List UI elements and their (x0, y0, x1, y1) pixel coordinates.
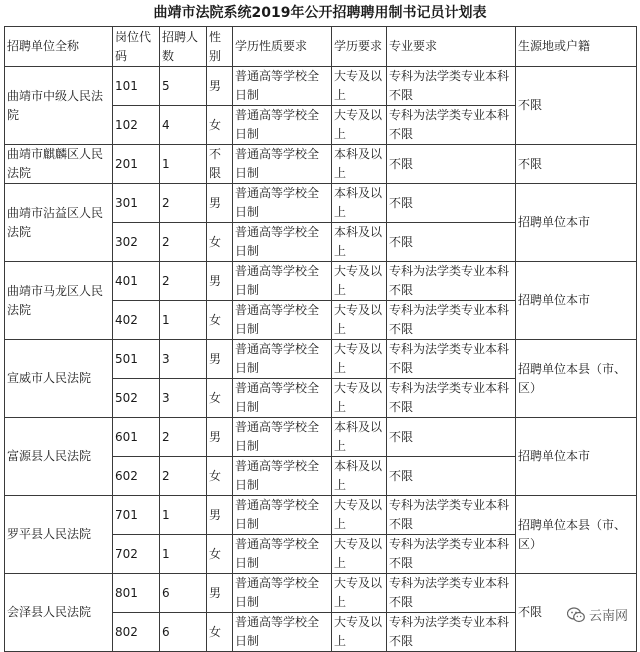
count-cell: 3 (160, 379, 207, 418)
count-cell: 1 (160, 535, 207, 574)
table-row (5, 67, 637, 106)
code-cell: 101 (113, 67, 160, 106)
edu-cell: 本科及以上 (332, 145, 387, 184)
origin-cell: 不限 (516, 574, 637, 652)
edu-cell: 大专及以上 (332, 496, 387, 535)
watermark-text: 云南网 (588, 609, 628, 624)
major-cell: 专科为法学类专业本科不限 (387, 262, 516, 301)
major-cell: 专科为法学类专业本科不限 (387, 496, 516, 535)
code-cell: 301 (113, 184, 160, 223)
edu-cell: 大专及以上 (332, 67, 387, 106)
header-unit: 招聘单位全称 (5, 27, 113, 67)
code-cell: 501 (113, 340, 160, 379)
code-cell: 401 (113, 262, 160, 301)
origin-cell: 招聘单位本市 (516, 184, 637, 262)
unit-cell: 曲靖市马龙区人民法院 (5, 262, 113, 340)
gender-cell: 男 (207, 574, 233, 613)
gender-cell: 女 (207, 301, 233, 340)
edu-cell: 大专及以上 (332, 106, 387, 145)
origin-cell: 招聘单位本县（市、区） (516, 496, 637, 574)
school-cell: 普通高等学校全日制 (233, 184, 332, 223)
header-row (5, 27, 637, 67)
origin-cell: 招聘单位本市 (516, 418, 637, 496)
school-cell: 普通高等学校全日制 (233, 301, 332, 340)
gender-cell: 男 (207, 262, 233, 301)
wechat-icon (567, 607, 585, 623)
code-cell: 601 (113, 418, 160, 457)
code-cell: 801 (113, 574, 160, 613)
school-cell: 普通高等学校全日制 (233, 106, 332, 145)
header-major: 专业要求 (387, 27, 516, 67)
school-cell: 普通高等学校全日制 (233, 613, 332, 652)
gender-cell: 女 (207, 106, 233, 145)
table-row (5, 184, 637, 223)
gender-cell: 男 (207, 184, 233, 223)
count-cell: 1 (160, 496, 207, 535)
code-cell: 702 (113, 535, 160, 574)
count-cell: 4 (160, 106, 207, 145)
major-cell: 专科为法学类专业本科不限 (387, 340, 516, 379)
major-cell: 专科为法学类专业本科不限 (387, 613, 516, 652)
school-cell: 普通高等学校全日制 (233, 535, 332, 574)
count-cell: 2 (160, 418, 207, 457)
school-cell: 普通高等学校全日制 (233, 145, 332, 184)
school-cell: 普通高等学校全日制 (233, 418, 332, 457)
code-cell: 802 (113, 613, 160, 652)
code-cell: 302 (113, 223, 160, 262)
count-cell: 1 (160, 145, 207, 184)
school-cell: 普通高等学校全日制 (233, 67, 332, 106)
page-title: 曲靖市法院系统2019年公开招聘聘用制书记员计划表 (153, 5, 487, 21)
count-cell: 6 (160, 574, 207, 613)
table-body (5, 27, 637, 652)
code-cell: 201 (113, 145, 160, 184)
major-cell: 不限 (387, 145, 516, 184)
origin-cell: 不限 (516, 67, 637, 145)
count-cell: 2 (160, 457, 207, 496)
table-row (5, 340, 637, 379)
gender-cell: 女 (207, 379, 233, 418)
unit-cell: 宣威市人民法院 (5, 340, 113, 418)
school-cell: 普通高等学校全日制 (233, 379, 332, 418)
unit-cell: 会泽县人民法院 (5, 574, 113, 652)
gender-cell: 男 (207, 340, 233, 379)
header-gender: 性别 (207, 27, 233, 67)
code-cell: 701 (113, 496, 160, 535)
header-school: 学历性质要求 (233, 27, 332, 67)
edu-cell: 大专及以上 (332, 535, 387, 574)
edu-cell: 大专及以上 (332, 301, 387, 340)
count-cell: 3 (160, 340, 207, 379)
count-cell: 2 (160, 184, 207, 223)
school-cell: 普通高等学校全日制 (233, 496, 332, 535)
code-cell: 502 (113, 379, 160, 418)
major-cell: 不限 (387, 457, 516, 496)
school-cell: 普通高等学校全日制 (233, 262, 332, 301)
header-count: 招聘人数 (160, 27, 207, 67)
count-cell: 6 (160, 613, 207, 652)
unit-cell: 富源县人民法院 (5, 418, 113, 496)
gender-cell: 男 (207, 418, 233, 457)
table-row (5, 496, 637, 535)
unit-cell: 曲靖市中级人民法院 (5, 67, 113, 145)
gender-cell: 女 (207, 613, 233, 652)
origin-cell: 招聘单位本市 (516, 262, 637, 340)
table-row (5, 574, 637, 613)
major-cell: 不限 (387, 184, 516, 223)
count-cell: 5 (160, 67, 207, 106)
header-edu: 学历要求 (332, 27, 387, 67)
major-cell: 不限 (387, 418, 516, 457)
major-cell: 专科为法学类专业本科不限 (387, 106, 516, 145)
count-cell: 2 (160, 262, 207, 301)
count-cell: 2 (160, 223, 207, 262)
edu-cell: 本科及以上 (332, 418, 387, 457)
gender-cell: 女 (207, 535, 233, 574)
edu-cell: 本科及以上 (332, 223, 387, 262)
origin-cell: 招聘单位本县（市、区） (516, 340, 637, 418)
edu-cell: 大专及以上 (332, 262, 387, 301)
edu-cell: 本科及以上 (332, 457, 387, 496)
header-code: 岗位代码 (113, 27, 160, 67)
edu-cell: 大专及以上 (332, 379, 387, 418)
school-cell: 普通高等学校全日制 (233, 340, 332, 379)
major-cell: 专科为法学类专业本科不限 (387, 67, 516, 106)
edu-cell: 大专及以上 (332, 574, 387, 613)
major-cell: 专科为法学类专业本科不限 (387, 379, 516, 418)
major-cell: 专科为法学类专业本科不限 (387, 574, 516, 613)
code-cell: 402 (113, 301, 160, 340)
school-cell: 普通高等学校全日制 (233, 574, 332, 613)
edu-cell: 大专及以上 (332, 613, 387, 652)
major-cell: 专科为法学类专业本科不限 (387, 535, 516, 574)
gender-cell: 男 (207, 67, 233, 106)
watermark (565, 605, 630, 624)
table-row (5, 262, 637, 301)
unit-cell: 曲靖市沾益区人民法院 (5, 184, 113, 262)
unit-cell: 曲靖市麒麟区人民法院 (5, 145, 113, 184)
edu-cell: 大专及以上 (332, 340, 387, 379)
code-cell: 102 (113, 106, 160, 145)
school-cell: 普通高等学校全日制 (233, 223, 332, 262)
table-row (5, 145, 637, 184)
school-cell: 普通高等学校全日制 (233, 457, 332, 496)
header-origin: 生源地或户籍 (516, 27, 637, 67)
major-cell: 不限 (387, 223, 516, 262)
recruitment-plan-table (4, 26, 637, 652)
major-cell: 专科为法学类专业本科不限 (387, 301, 516, 340)
edu-cell: 本科及以上 (332, 184, 387, 223)
gender-cell: 女 (207, 457, 233, 496)
gender-cell: 女 (207, 223, 233, 262)
count-cell: 1 (160, 301, 207, 340)
unit-cell: 罗平县人民法院 (5, 496, 113, 574)
table-row (5, 418, 637, 457)
code-cell: 602 (113, 457, 160, 496)
gender-cell: 男 (207, 496, 233, 535)
origin-cell: 不限 (516, 145, 637, 184)
gender-cell: 不限 (207, 145, 233, 184)
